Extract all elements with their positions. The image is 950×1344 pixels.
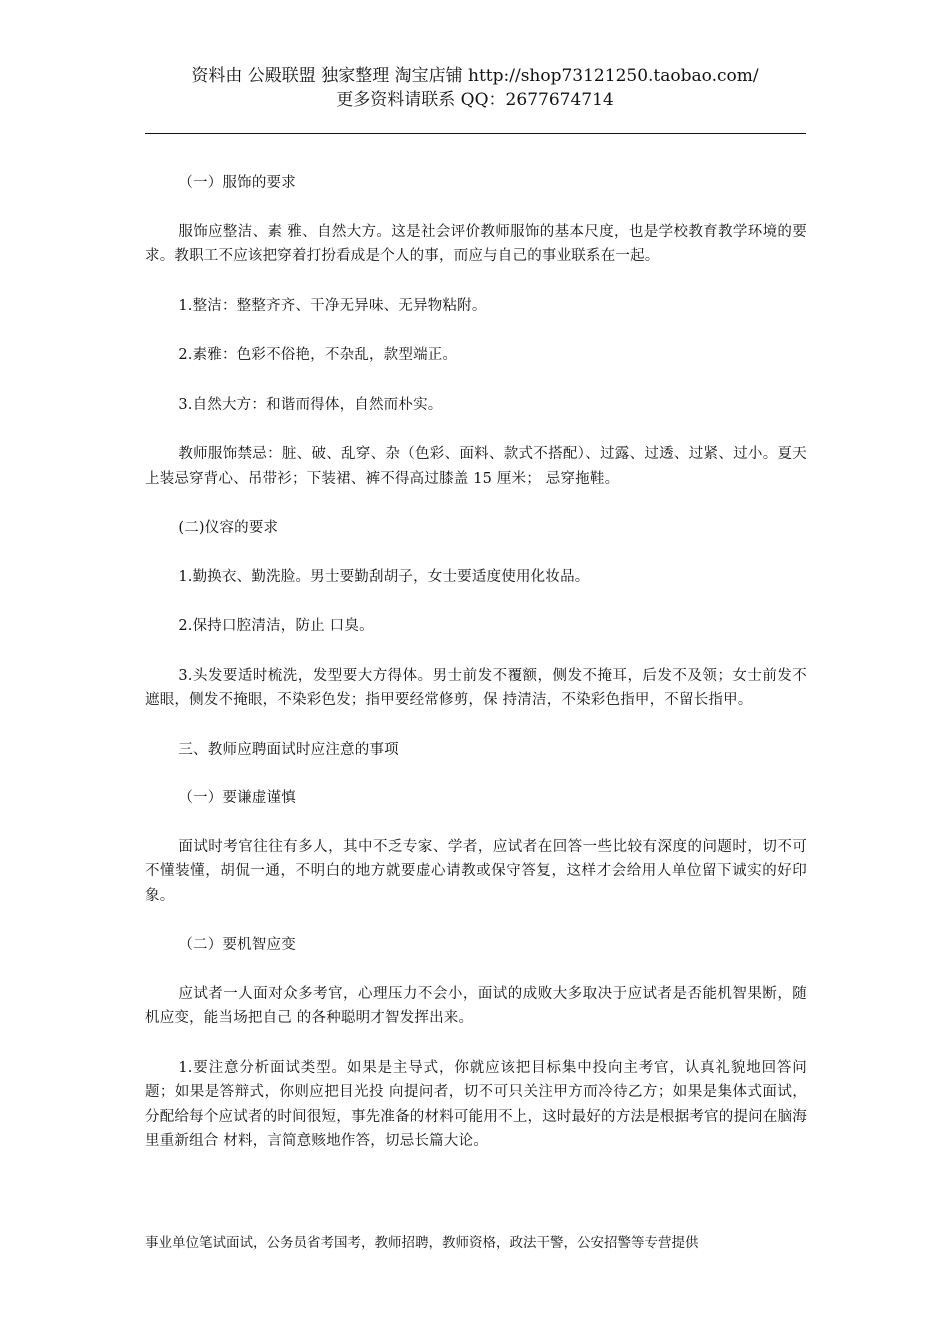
subsection-heading-adaptable: （二）要机智应变	[178, 937, 296, 953]
paragraph-adaptable: 应试者一人面对众多考官，心理压力不会小，面试的成败大多取决于应试者是否能机智果断，随机应变，能当场把自己 的各种聪明才智发挥出来。	[145, 985, 807, 1026]
section-heading-attire: （一）服饰的要求	[178, 175, 296, 191]
list-item-neat: 1.整洁：整整齐齐、干净无异味、无异物粘附。	[178, 297, 487, 314]
subsection-heading-modest: （一）要谦虚谨慎	[178, 790, 296, 806]
list-item-elegant: 2.素雅：色彩不俗艳，不杂乱，款型端正。	[178, 347, 458, 363]
paragraph-attire-taboos: 教师服饰禁忌：脏、破、乱穿、杂（色彩、面料、款式不搭配）、过露、过透、过紧、过小。夏天上装忌穿背心、吊带衫；下装裙、裤不得高过膝盖 15 厘米； 忌穿拖鞋。	[145, 446, 807, 487]
section-heading-interview: 三、教师应聘面试时应注意的事项	[178, 741, 399, 758]
document-body	[145, 171, 807, 1179]
header-line-2: 更多资料请联系 QQ：2677674714	[336, 90, 614, 110]
header-line-1: 资料由 公殿联盟 独家整理 淘宝店铺 http://shop73121250.taobao.com/	[191, 66, 759, 86]
list-item-interview-types: 1.要注意分析面试类型。如果是主导式，你就应该把目标集中投向主考官，认真礼貌地回答问题；如果是答辩式，你则应把目光投 向提问者，切不可只关注甲方而冷待乙方；如果是集体式面试，分配给每个应试者的时间很短，事先准备的材料可能用不上，这时最好的方法是根据考官的提问在脑海里重新组合 材料，言简意赅地作答，切忌长篇大论。	[145, 1059, 807, 1149]
list-item-natural: 3.自然大方：和谐而得体，自然而朴实。	[178, 396, 443, 413]
page-footer: 事业单位笔试面试，公务员省考国考，教师招聘，教师资格，政法干警，公安招警等专营提供	[145, 1235, 699, 1251]
list-item-hair: 3.头发要适时梳洗，发型要大方得体。男士前发不覆额，侧发不掩耳，后发不及领；女士前发不遮眼，侧发不掩眼，不染彩色发；指甲要经常修剪，保 持清洁，不染彩色指甲，不留长指甲。	[145, 667, 807, 708]
section-heading-appearance: (二)仪容的要求	[178, 520, 279, 536]
paragraph-modest: 面试时考官往往有多人，其中不乏专家、学者，应试者在回答一些比较有深度的问题时，切不可不懂装懂，胡侃一通，不明白的地方就要虚心请教或保守答复，这样才会给用人单位留下诚实的好印象。	[145, 838, 807, 904]
paragraph-attire-intro: 服饰应整洁、素 雅、自然大方。这是社会评价教师服饰的基本尺度，也是学校教育教学环境的要求。教职工不应该把穿着打扮看成是个人的事，而应与自己的事业联系在一起。	[145, 223, 807, 264]
list-item-oral: 2.保持口腔清洁，防止 口臭。	[178, 618, 374, 634]
list-item-wash: 1.勤换衣、勤洗脸。男士要勤刮胡子，女士要适度使用化妆品。	[178, 568, 590, 585]
header-divider	[145, 133, 806, 134]
page-header	[145, 64, 805, 112]
